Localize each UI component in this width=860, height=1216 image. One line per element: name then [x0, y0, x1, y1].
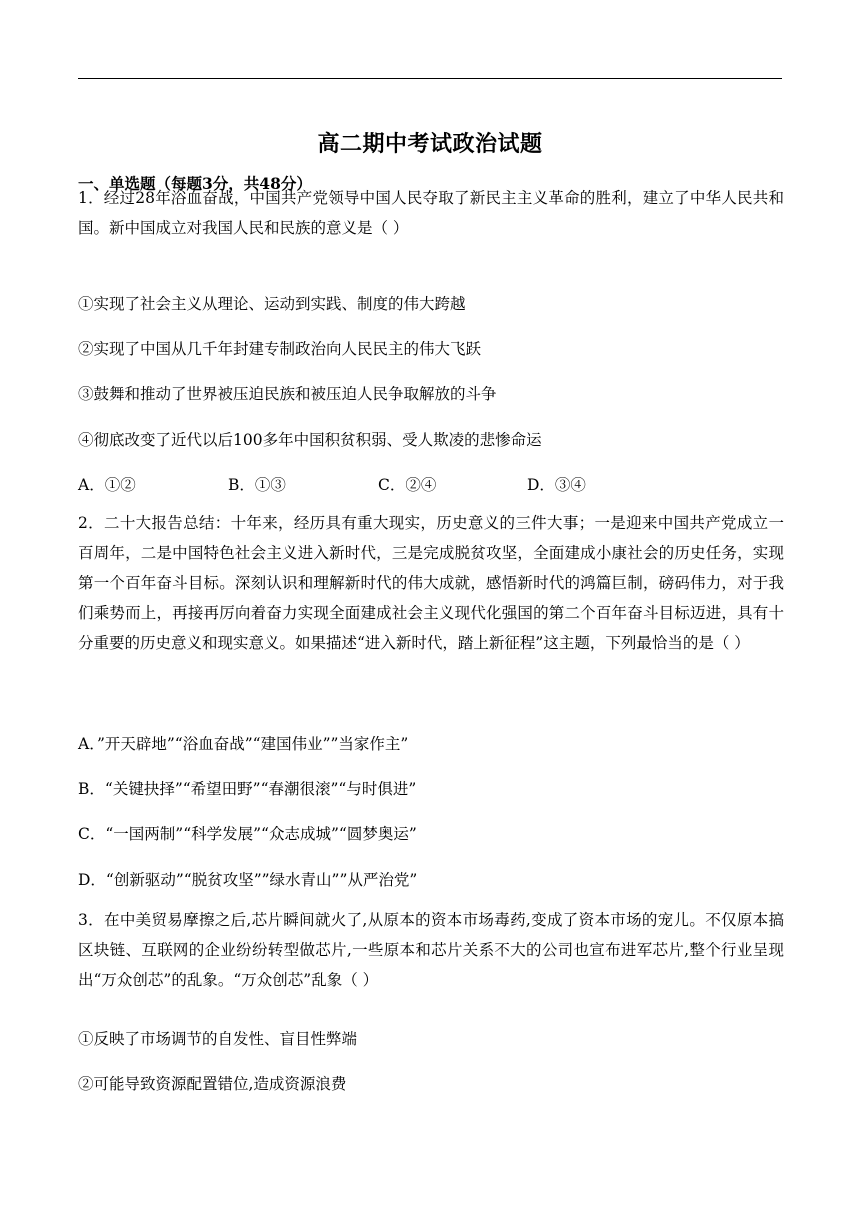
section-heading: 一、单选题（每题3分，共48分） — [78, 174, 312, 193]
question-1-statement-3: ③鼓舞和推动了世界被压迫民族和被压迫人民争取解放的斗争 — [78, 385, 497, 403]
question-1-option-d: D．③④ — [527, 476, 586, 494]
exam-title: 高二期中考试政治试题 — [317, 131, 543, 157]
question-3-statement-2: ②可能导致资源配置错位,造成资源浪费 — [78, 1075, 347, 1093]
question-2-option-c: C．“一国两制”“科学发展”“众志成城”“圆梦奥运” — [78, 825, 417, 843]
question-1-statement-1: ①实现了社会主义从理论、运动到实践、制度的伟大跨越 — [78, 295, 466, 313]
question-2-option-b: B．“关键抉择”“希望田野”“春潮很滚”“与时俱进” — [78, 780, 417, 798]
question-3-statement-1: ①反映了市场调节的自发性、盲目性弊端 — [78, 1030, 358, 1048]
question-1-statement-4: ④彻底改变了近代以后100多年中国积贫积弱、受人欺凌的悲惨命运 — [78, 431, 542, 449]
question-1-statement-2: ②实现了中国从几千年封建专制政治向人民民主的伟大飞跃 — [78, 340, 482, 358]
question-3-stem: 3．在中美贸易摩擦之后,芯片瞬间就火了,从原本的资本市场毒药,变成了资本市场的宠儿。不仅原本搞区块链、互联网的企业纷纷转型做芯片,一些原本和芯片关系不大的公司也宣布进军芯片,整个行业呈现出“万众创芯”的乱象。“万众创芯”乱象（ ） — [78, 911, 784, 989]
question-1-option-b: B．①③ — [228, 476, 286, 494]
header-rule — [78, 78, 782, 79]
question-1-option-a: A．①② — [78, 476, 136, 494]
question-2-option-a: A．”开天辟地”“浴血奋战”“建国伟业””当家作主” — [78, 735, 409, 753]
question-1-stem: 1．经过28年浴血奋战，中国共产党领导中国人民夺取了新民主主义革命的胜利，建立了中华人民共和国。新中国成立对我国人民和民族的意义是（ ） — [78, 189, 784, 237]
question-1-option-c: C．②④ — [378, 476, 437, 494]
question-2-stem: 2．二十大报告总结：十年来，经历具有重大现实，历史意义的三件大事；一是迎来中国共产党成立一百周年，二是中国特色社会主义进入新时代，三是完成脱贫攻坚，全面建成小康社会的历史任务，实现第一个百年奋斗目标。深刻认识和理解新时代的伟大成就，感悟新时代的鸿篇巨制，磅码伟力，对于我们乘势而上，再接再厉向着奋力实现全面建成社会主义现代化强国的第二个百年奋斗目标迈进，具有十分重要的历史意义和现实意义。如果描述“进入新时代，踏上新征程”这主题，下列最恰当的是（ ） — [78, 514, 784, 652]
question-2-option-d: D．“创新驱动”“脱贫攻坚””绿水青山””从严治党” — [78, 871, 418, 889]
